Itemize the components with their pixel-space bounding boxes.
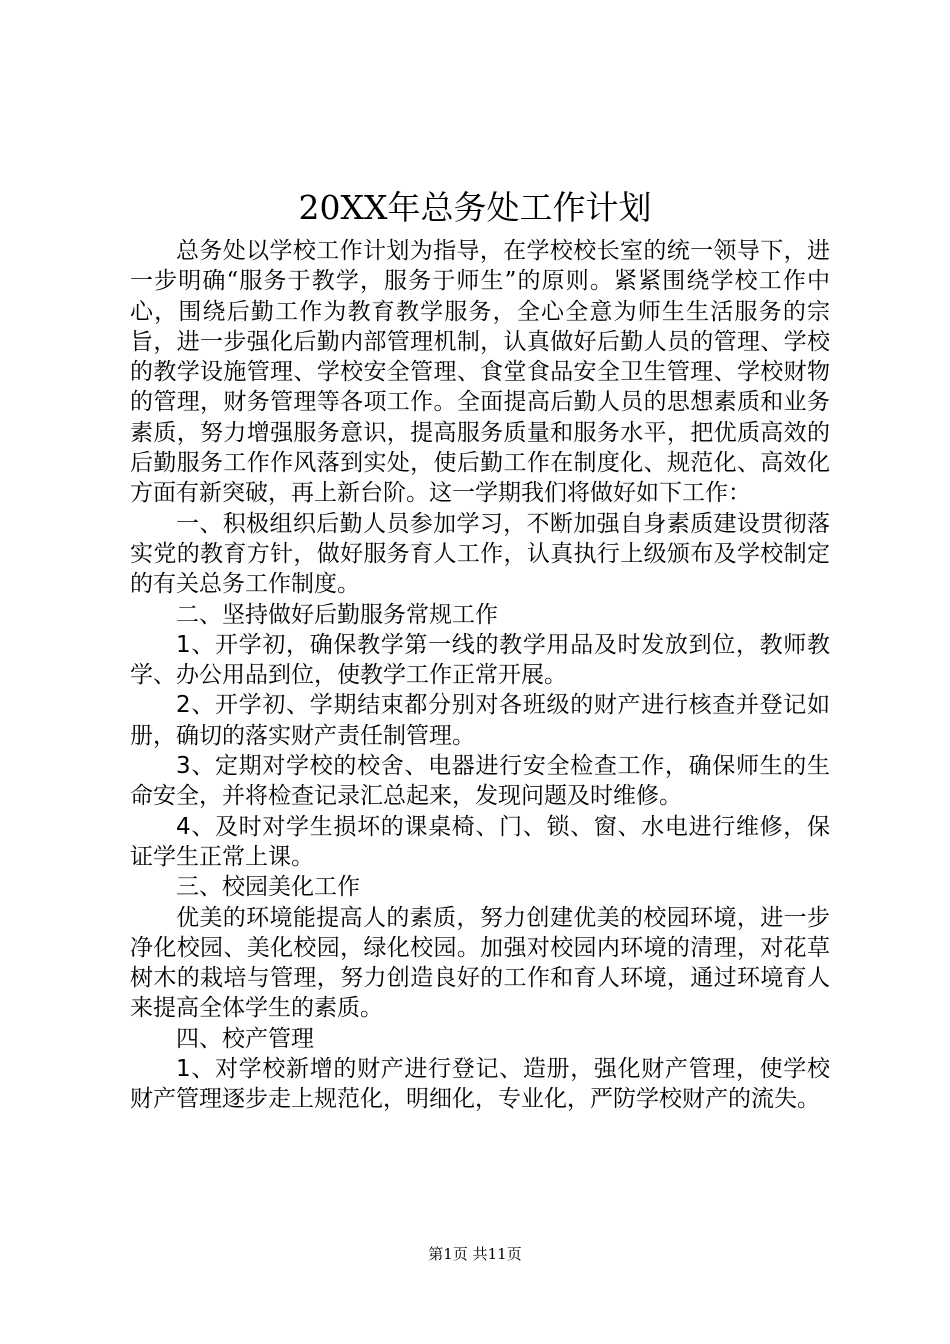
section-two-item-4: 4、及时对学生损坏的课桌椅、门、锁、窗、水电进行维修，保证学生正常上课。 <box>130 813 830 870</box>
section-two-item-3: 3、定期对学校的校舍、电器进行安全检查工作，确保师生的生命安全，并将检查记录汇总起来，发现问题及时维修。 <box>130 753 830 810</box>
section-one-paragraph: 一、积极组织后勤人员参加学习，不断加强自身素质建设贯彻落实党的教育方针，做好服务育人工作，认真执行上级颁布及学校制定的有关总务工作制度。 <box>130 510 830 598</box>
section-two-heading: 二、坚持做好后勤服务常规工作 <box>176 601 498 628</box>
section-three-heading: 三、校园美化工作 <box>176 874 360 901</box>
section-two-item-2: 2、开学初、学期结束都分别对各班级的财产进行核查并登记如册，确切的落实财产责任制管理。 <box>130 692 830 749</box>
page-number-footer: 第1页 共11页 <box>428 1245 522 1263</box>
document-title: 20XX年总务处工作计划 <box>298 188 652 227</box>
section-two-item-1: 1、开学初，确保教学第一线的教学用品及时发放到位，教师教学、办公用品到位，使教学工作正常开展。 <box>130 631 830 689</box>
document-body <box>130 236 830 1115</box>
section-four-heading: 四、校产管理 <box>176 1025 314 1052</box>
section-four-item-1: 1、对学校新增的财产进行登记、造册，强化财产管理，使学校财产管理逐步走上规范化，明细化，专业化，严防学校财产的流失。 <box>130 1056 830 1113</box>
section-three-paragraph: 优美的环境能提高人的素质，努力创建优美的校园环境，进一步净化校园、美化校园，绿化校园。加强对校园内环境的清理，对花草树木的栽培与管理，努力创造良好的工作和育人环境，通过环境育人来提高全体学生的素质。 <box>130 904 830 1022</box>
intro-paragraph: 总务处以学校工作计划为指导，在学校校长室的统一领导下，进一步明确“服务于教学，服务于师生”的原则。紧紧围绕学校工作中心，围绕后勤工作为教育教学服务，全心全意为师生生活服务的宗旨，进一步强化后勤内部管理机制，认真做好后勤人员的管理、学校的教学设施管理、学校安全管理、食堂食品安全卫生管理、学校财物的管理，财务管理等各项工作。全面提高后勤人员的思想素质和业务素质，努力增强服务意识，提高服务质量和服务水平，把优质高效的后勤服务工作作风落到实处，使后勤工作在制度化、规范化、高效化方面有新突破，再上新台阶。这一学期我们将做好如下工作： <box>130 238 830 507</box>
